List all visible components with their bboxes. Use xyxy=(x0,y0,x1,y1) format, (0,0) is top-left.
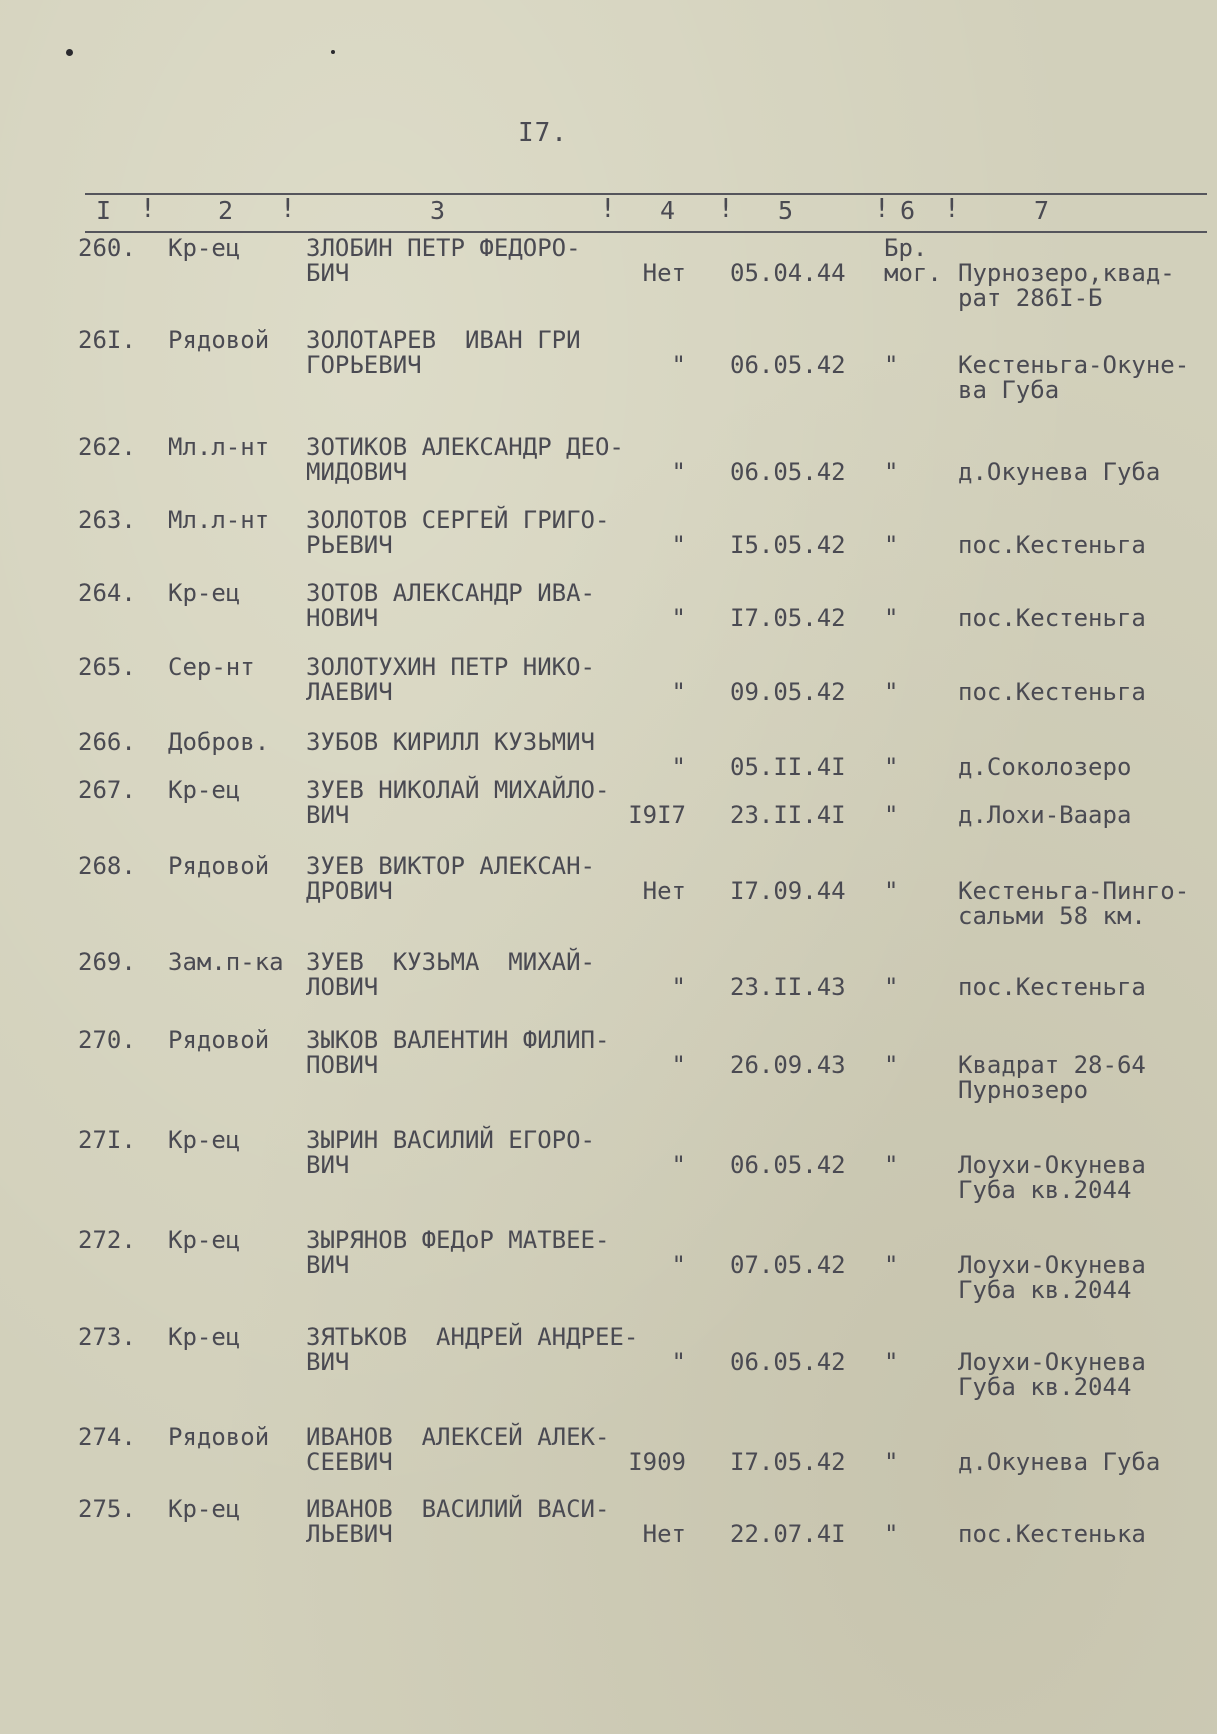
table-row xyxy=(0,581,1217,651)
birth-year: Нет xyxy=(642,877,686,905)
death-date: 23.II.43 xyxy=(730,973,846,1001)
full-name: ЗЛОБИН ПЕТР ФЕДОРО- БИЧ xyxy=(306,234,581,287)
burial-place: пос.Кестеньга xyxy=(958,973,1146,1001)
header-separator: ! xyxy=(718,194,734,224)
rank: Мл.л-нт xyxy=(168,433,270,461)
rank: Сер-нт xyxy=(168,653,255,681)
burial-place: Лоухи-Окунева Губа кв.2044 xyxy=(958,1348,1146,1401)
burial-type: " xyxy=(884,753,899,781)
burial-place: пос.Кестеньга xyxy=(958,678,1146,706)
death-date: 23.II.4I xyxy=(730,801,846,829)
table-row xyxy=(0,1497,1217,1567)
death-date: 09.05.42 xyxy=(730,678,846,706)
record-number: 263. xyxy=(78,506,136,534)
record-number: 27I. xyxy=(78,1126,136,1154)
rank: Рядовой xyxy=(168,1423,270,1451)
record-number: 264. xyxy=(78,579,136,607)
rank: Кр-ец xyxy=(168,234,241,262)
record-number: 270. xyxy=(78,1026,136,1054)
rank: Рядовой xyxy=(168,326,270,354)
birth-year: " xyxy=(671,458,686,486)
full-name: ЗУЕВ ВИКТОР АЛЕКСАН- ДРОВИЧ xyxy=(306,852,595,905)
rank: Рядовой xyxy=(168,1026,270,1054)
rank: Кр-ец xyxy=(168,1323,241,1351)
death-date: I7.05.42 xyxy=(730,604,846,632)
burial-place: д.Окунева Губа xyxy=(958,458,1161,486)
birth-year: " xyxy=(671,1051,686,1079)
burial-type: " xyxy=(884,1520,899,1548)
death-date: 06.05.42 xyxy=(730,1348,846,1376)
rank: Кр-ец xyxy=(168,579,241,607)
record-number: 269. xyxy=(78,948,136,976)
full-name: ЗОТИКОВ АЛЕКСАНДР ДЕО- МИДОВИЧ xyxy=(306,433,624,486)
burial-place: Лоухи-Окунева Губа кв.2044 xyxy=(958,1251,1146,1304)
header-col-7: 7 xyxy=(1034,196,1050,225)
table-row xyxy=(0,1126,1217,1204)
burial-type: " xyxy=(884,1151,899,1179)
full-name: ЗОЛОТОВ СЕРГЕЙ ГРИГО- РЬЕВИЧ xyxy=(306,506,610,559)
header-col-4: 4 xyxy=(660,196,676,225)
burial-type: " xyxy=(884,351,899,379)
death-date: I5.05.42 xyxy=(730,531,846,559)
record-number: 266. xyxy=(78,728,136,756)
burial-type: " xyxy=(884,1348,899,1376)
record-number: 265. xyxy=(78,653,136,681)
rank: Рядовой xyxy=(168,852,270,880)
birth-year: " xyxy=(671,1348,686,1376)
burial-place: Кестеньга-Окуне- ва Губа xyxy=(958,351,1190,404)
record-number: 26I. xyxy=(78,326,136,354)
table-row xyxy=(0,950,1217,1020)
full-name: ЗУБОВ КИРИЛЛ КУЗЬМИЧ xyxy=(306,728,595,756)
birth-year: " xyxy=(671,678,686,706)
full-name: ЗЫКОВ ВАЛЕНТИН ФИЛИП- ПОВИЧ xyxy=(306,1026,610,1079)
burial-type: " xyxy=(884,973,899,1001)
death-date: 07.05.42 xyxy=(730,1251,846,1279)
header-col-3: 3 xyxy=(430,196,446,225)
burial-type: " xyxy=(884,1051,899,1079)
record-number: 273. xyxy=(78,1323,136,1351)
rank: Кр-ец xyxy=(168,1495,241,1523)
table-row xyxy=(0,1226,1217,1304)
rank: Кр-ец xyxy=(168,1226,241,1254)
burial-place: Лоухи-Окунева Губа кв.2044 xyxy=(958,1151,1146,1204)
burial-type: " xyxy=(884,458,899,486)
record-number: 262. xyxy=(78,433,136,461)
page-number: I7. xyxy=(518,118,568,148)
burial-type: " xyxy=(884,877,899,905)
burial-place: д.Окунева Губа xyxy=(958,1448,1161,1476)
death-date: 06.05.42 xyxy=(730,458,846,486)
table-row xyxy=(0,1026,1217,1104)
birth-year: I9I7 xyxy=(628,801,686,829)
rank: Мл.л-нт xyxy=(168,506,270,534)
ink-speck xyxy=(331,50,335,54)
death-date: 05.04.44 xyxy=(730,259,846,287)
birth-year: " xyxy=(671,1251,686,1279)
burial-type: Бр. мог. xyxy=(884,234,942,287)
table-row xyxy=(0,852,1217,930)
death-date: I7.05.42 xyxy=(730,1448,846,1476)
birth-year: " xyxy=(671,753,686,781)
full-name: ИВАНОВ ВАСИЛИЙ ВАСИ- ЛЬЕВИЧ xyxy=(306,1495,610,1548)
header-separator: ! xyxy=(874,194,890,224)
burial-type: " xyxy=(884,801,899,829)
birth-year: " xyxy=(671,1151,686,1179)
header-separator: ! xyxy=(280,194,296,224)
full-name: ЗЫРЯНОВ ФЕДоР МАТВЕЕ- ВИЧ xyxy=(306,1226,610,1279)
burial-place: пос.Кестеньга xyxy=(958,604,1146,632)
table-row xyxy=(0,1425,1217,1495)
table-row xyxy=(0,1323,1217,1401)
full-name: ЗУЕВ КУЗЬМА МИХАЙ- ЛОВИЧ xyxy=(306,948,595,1001)
birth-year: " xyxy=(671,531,686,559)
table-row xyxy=(0,234,1217,312)
death-date: 26.09.43 xyxy=(730,1051,846,1079)
header-separator: ! xyxy=(140,194,156,224)
full-name: ЗУЕВ НИКОЛАЙ МИХАЙЛО- ВИЧ xyxy=(306,776,610,829)
death-date: 22.07.4I xyxy=(730,1520,846,1548)
full-name: ЗОЛОТУХИН ПЕТР НИКО- ЛАЕВИЧ xyxy=(306,653,595,706)
full-name: ЗЯТЬКОВ АНДРЕЙ АНДРЕЕ- ВИЧ xyxy=(306,1323,639,1376)
ink-speck xyxy=(66,49,73,56)
header-col-6: 6 xyxy=(900,196,916,225)
burial-type: " xyxy=(884,678,899,706)
birth-year: I909 xyxy=(628,1448,686,1476)
header-separator: ! xyxy=(600,194,616,224)
burial-place: Кестеньга-Пинго- сальми 58 км. xyxy=(958,877,1190,930)
burial-place: д.Лохи-Ваара xyxy=(958,801,1132,829)
burial-type: " xyxy=(884,604,899,632)
full-name: ЗЫРИН ВАСИЛИЙ ЕГОРО- ВИЧ xyxy=(306,1126,595,1179)
birth-year: " xyxy=(671,973,686,1001)
full-name: ЗОТОВ АЛЕКСАНДР ИВА- НОВИЧ xyxy=(306,579,595,632)
header-col-2: 2 xyxy=(218,196,234,225)
burial-type: " xyxy=(884,531,899,559)
birth-year: Нет xyxy=(642,259,686,287)
table-row xyxy=(0,435,1217,505)
burial-place: Квадрат 28-64 Пурнозеро xyxy=(958,1051,1146,1104)
death-date: 05.II.4I xyxy=(730,753,846,781)
burial-place: пос.Кестеньга xyxy=(958,531,1146,559)
burial-place: Пурнозеро,квад- рат 286I-Б xyxy=(958,259,1175,312)
record-number: 274. xyxy=(78,1423,136,1451)
death-date: 06.05.42 xyxy=(730,1151,846,1179)
record-number: 267. xyxy=(78,776,136,804)
record-number: 260. xyxy=(78,234,136,262)
header-col-5: 5 xyxy=(778,196,794,225)
burial-type: " xyxy=(884,1448,899,1476)
rank: Кр-ец xyxy=(168,1126,241,1154)
full-name: ЗОЛОТАРЕВ ИВАН ГРИ ГОРЬЕВИЧ xyxy=(306,326,581,379)
table-row xyxy=(0,778,1217,848)
table-row xyxy=(0,655,1217,725)
full-name: ИВАНОВ АЛЕКСЕЙ АЛЕК- СЕЕВИЧ xyxy=(306,1423,610,1476)
rank: Кр-ец xyxy=(168,776,241,804)
header-separator: ! xyxy=(944,194,960,224)
burial-place: д.Соколозеро xyxy=(958,753,1132,781)
death-date: 06.05.42 xyxy=(730,351,846,379)
record-number: 272. xyxy=(78,1226,136,1254)
header-col-1: I xyxy=(96,196,112,225)
rank: Зам.п-ка xyxy=(168,948,284,976)
birth-year: Нет xyxy=(642,1520,686,1548)
rank: Добров. xyxy=(168,728,270,756)
birth-year: " xyxy=(671,351,686,379)
burial-place: пос.Кестенька xyxy=(958,1520,1146,1548)
table-row xyxy=(0,326,1217,404)
birth-year: " xyxy=(671,604,686,632)
record-number: 268. xyxy=(78,852,136,880)
burial-type: " xyxy=(884,1251,899,1279)
record-number: 275. xyxy=(78,1495,136,1523)
table-row xyxy=(0,508,1217,578)
death-date: I7.09.44 xyxy=(730,877,846,905)
